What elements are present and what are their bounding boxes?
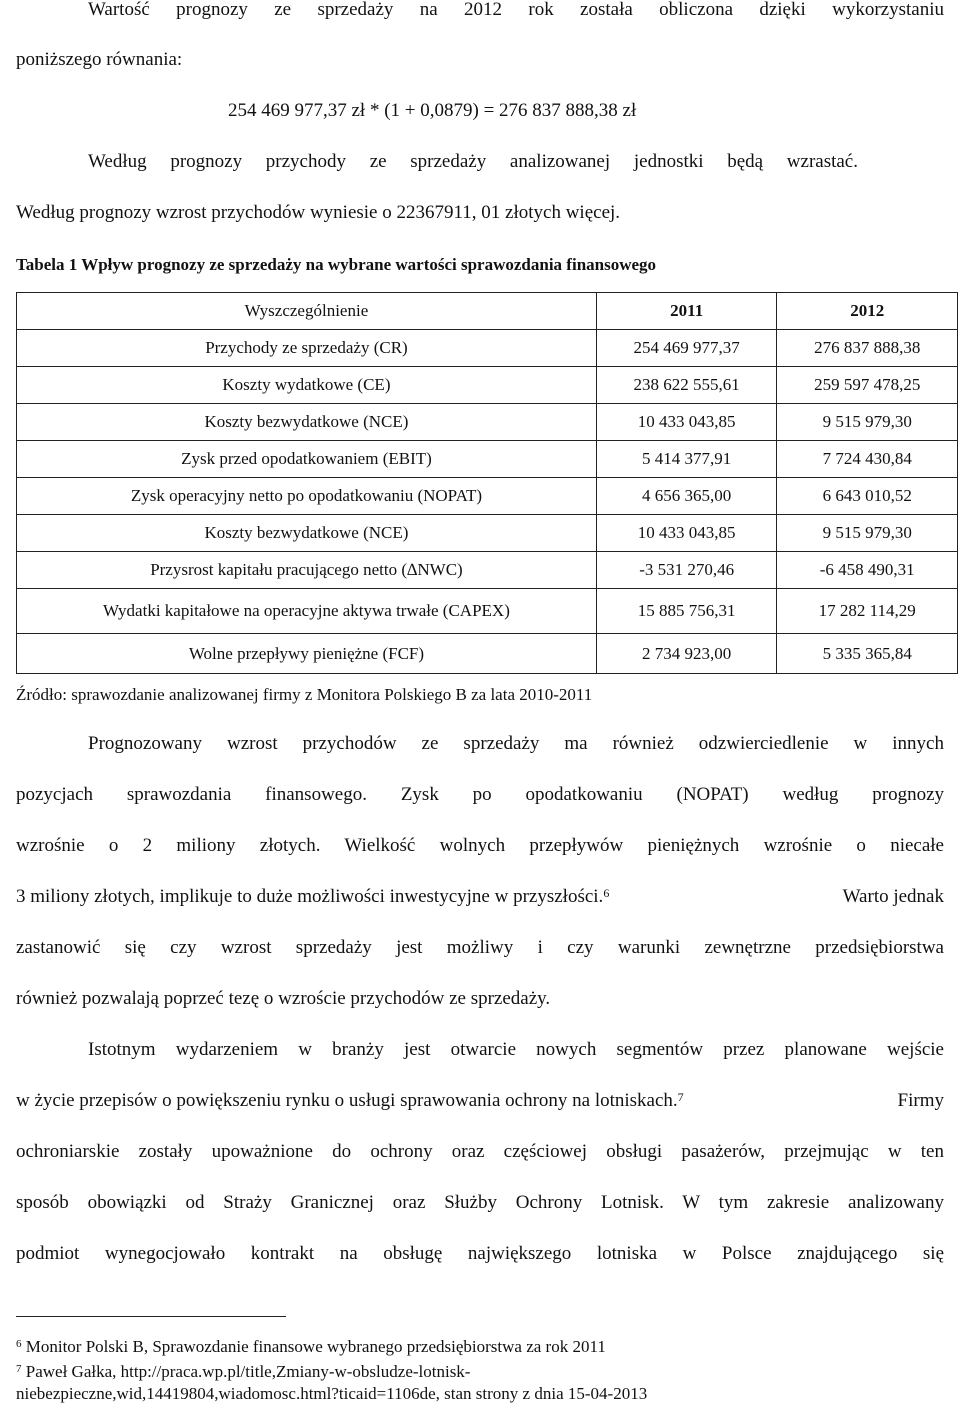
event-line-2-part-a: w życie przepisów o powiększeniu rynku o usługi sprawowania ochrony na lotniskach. [16, 1090, 678, 1111]
growth-line-4-text [16, 885, 609, 909]
event-line-2-part-b: Firmy [897, 1090, 944, 1111]
row-value-2011: 4 656 365,00 [596, 478, 777, 515]
forecast-line-1: Według prognozy przychody ze sprzedaży analizowanej jednostki będą wzrastać. [88, 151, 858, 172]
row-value-2011: 10 433 043,85 [596, 515, 777, 552]
row-value-2012: 276 837 888,38 [777, 330, 958, 367]
growth-line-4-part-a: 3 miliony złotych, implikuje to duże możliwości inwestycyjne w przyszłości. [16, 886, 604, 907]
row-label: Wydatki kapitałowe na operacyjne aktywa trwałe (CAPEX) [17, 589, 597, 634]
growth-line-4 [16, 885, 944, 909]
forecast-line-2: Według prognozy wzrost przychodów wyniesie o 22367911, 01 złotych więcej. [16, 202, 621, 223]
table-row [17, 404, 958, 441]
intro-line-1: Wartość prognozy ze sprzedaży na 2012 rok została obliczona dzięki wykorzystaniu [88, 0, 944, 20]
event-line-1: Istotnym wydarzeniem w branży jest otwarcie nowych segmentów przez planowane wejście [88, 1039, 944, 1060]
table-row [17, 441, 958, 478]
event-line-2-text [16, 1089, 684, 1113]
table-row [17, 589, 958, 634]
row-value-2011: -3 531 270,46 [596, 552, 777, 589]
header-item: Wyszczególnienie [17, 293, 597, 330]
row-value-2012: -6 458 490,31 [777, 552, 958, 589]
table-header-row [17, 293, 958, 330]
row-value-2011: 15 885 756,31 [596, 589, 777, 634]
row-value-2012: 9 515 979,30 [777, 404, 958, 441]
row-value-2011: 5 414 377,91 [596, 441, 777, 478]
table-row [17, 330, 958, 367]
table-row [17, 478, 958, 515]
footnote-6-marker: 6 [16, 1338, 22, 1350]
row-label: Koszty bezwydatkowe (NCE) [17, 515, 597, 552]
table-source-note: Źródło: sprawozdanie analizowanej firmy z Monitora Polskiego B za lata 2010-2011 [16, 685, 593, 704]
row-value-2012: 7 724 430,84 [777, 441, 958, 478]
row-label: Zysk przed opodatkowaniem (EBIT) [17, 441, 597, 478]
growth-line-5: zastanowić się czy wzrost sprzedaży jest możliwy i czy warunki zewnętrzne przedsiębiorstwa [16, 937, 944, 958]
row-value-2011: 2 734 923,00 [596, 634, 777, 674]
row-label: Przysrost kapitału pracującego netto (∆NWC) [17, 552, 597, 589]
row-label: Wolne przepływy pieniężne (FCF) [17, 634, 597, 674]
header-year-2011: 2011 [596, 293, 777, 330]
row-value-2012: 6 643 010,52 [777, 478, 958, 515]
row-label: Przychody ze sprzedaży (CR) [17, 330, 597, 367]
growth-line-6: również pozwalają poprzeć tezę o wzroście przychodów ze sprzedaży. [16, 988, 551, 1009]
growth-line-1: Prognozowany wzrost przychodów ze sprzedaży ma również odzwierciedlenie w innych [88, 733, 944, 754]
footnote-7-continuation[interactable]: niebezpieczne,wid,14419804,wiadomosc.html?ticaid=1106de, stan strony z dnia 15-04-2013 [16, 1384, 648, 1403]
row-value-2011: 10 433 043,85 [596, 404, 777, 441]
header-year-2012: 2012 [777, 293, 958, 330]
table-row [17, 552, 958, 589]
footnote-7-marker: 7 [16, 1363, 22, 1375]
table-caption: Tabela 1 Wpływ prognozy ze sprzedaży na wybrane wartości sprawozdania finansowego [16, 255, 657, 274]
table-row [17, 634, 958, 674]
table-row [17, 515, 958, 552]
growth-line-3: wzrośnie o 2 miliony złotych. Wielkość wolnych przepływów pieniężnych wzrośnie o niecałe [16, 835, 944, 856]
event-line-5: podmiot wynegocjowało kontrakt na obsługę największego lotniska w Polsce znajdującego się [16, 1243, 944, 1264]
row-label: Zysk operacyjny netto po opodatkowaniu (NOPAT) [17, 478, 597, 515]
footnote-ref-7[interactable]: 7 [677, 1090, 684, 1104]
intro-line-2: poniższego równania: [16, 49, 183, 70]
row-value-2012: 17 282 114,29 [777, 589, 958, 634]
event-line-4: sposób obowiązki od Straży Granicznej oraz Służby Ochrony Lotnisk. W tym zakresie analizowany [16, 1192, 944, 1213]
event-line-3: ochroniarskie zostały upoważnione do ochrony oraz częściowej obsługi pasażerów, przejmując w ten [16, 1141, 944, 1162]
footnote-6-text: Monitor Polski B, Sprawozdanie finansowe wybranego przedsiębiorstwa za rok 2011 [21, 1337, 606, 1356]
row-label: Koszty wydatkowe (CE) [17, 367, 597, 404]
row-value-2011: 254 469 977,37 [596, 330, 777, 367]
footnote-6 [16, 1336, 606, 1358]
table-row [17, 367, 958, 404]
financial-table [16, 292, 958, 674]
growth-line-4-part-b: Warto jednak [842, 886, 944, 907]
footnote-separator [16, 1316, 286, 1317]
event-line-2 [16, 1089, 944, 1113]
growth-line-2: pozycjach sprawozdania finansowego. Zysk po opodatkowaniu (NOPAT) według prognozy [16, 784, 944, 805]
forecast-equation: 254 469 977,37 zł * (1 + 0,0879) = 276 837 888,38 zł [228, 100, 637, 121]
row-label: Koszty bezwydatkowe (NCE) [17, 404, 597, 441]
footnote-7-text[interactable]: Paweł Gałka, http://praca.wp.pl/title,Zmiany-w-obsludze-lotnisk- [21, 1362, 471, 1381]
row-value-2012: 5 335 365,84 [777, 634, 958, 674]
row-value-2012: 259 597 478,25 [777, 367, 958, 404]
row-value-2011: 238 622 555,61 [596, 367, 777, 404]
footnote-ref-6[interactable]: 6 [603, 886, 610, 900]
footnote-7 [16, 1361, 470, 1383]
row-value-2012: 9 515 979,30 [777, 515, 958, 552]
